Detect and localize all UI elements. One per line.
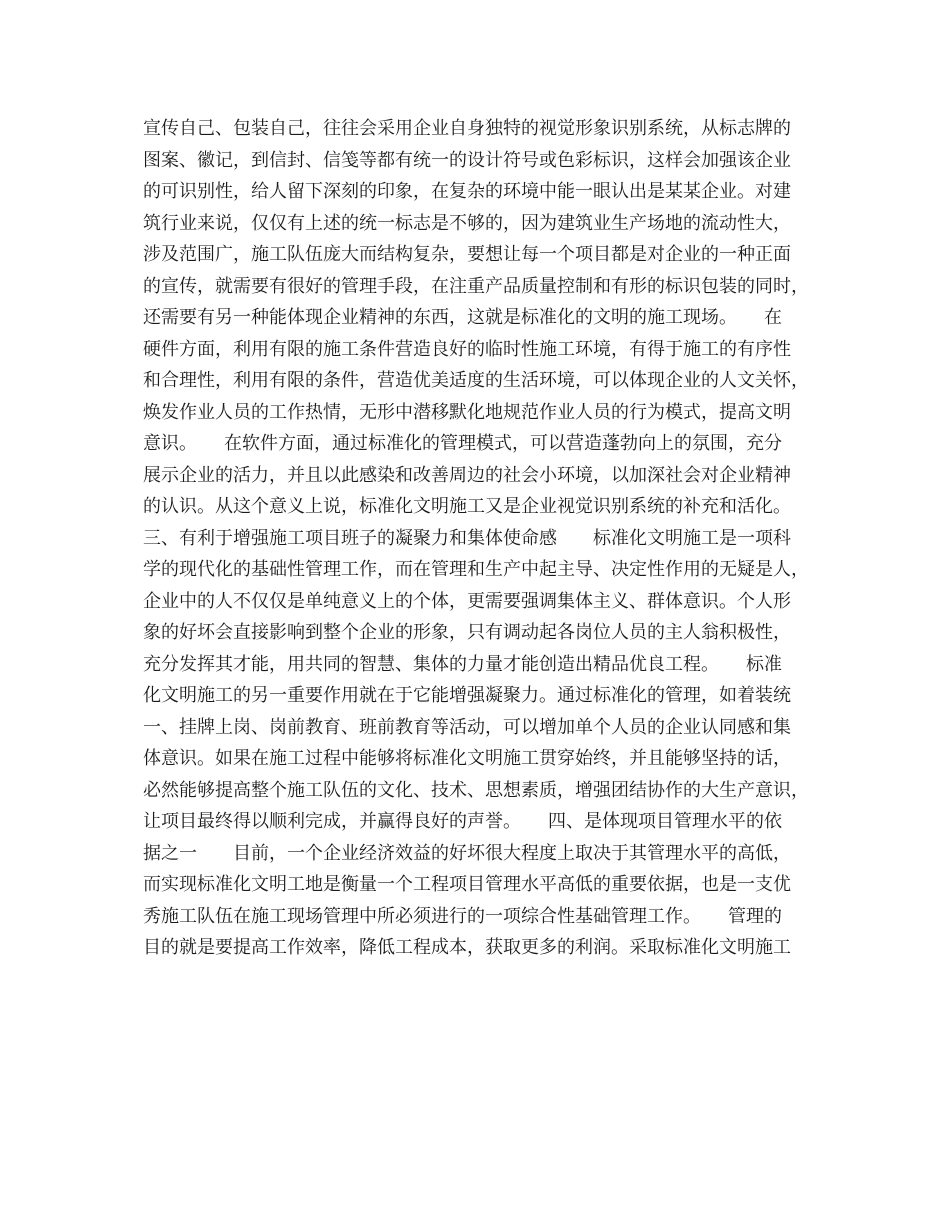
text-line: 意识。 在软件方面，通过标准化的管理模式，可以营造蓬勃向上的氛围，充分 bbox=[143, 433, 782, 454]
body-text bbox=[143, 113, 823, 964]
text-line: 企业中的人不仅仅是单纯意义上的个体，更需要强调集体主义、群体意识。个人形 bbox=[143, 590, 791, 612]
text-line: 必然能够提高整个施工队伍的文化、技术、思想素质，增强团结协作的大生产意识， bbox=[143, 779, 809, 801]
text-line: 目的就是要提高工作效率，降低工程成本，获取更多的利润。采取标准化文明施工 bbox=[143, 937, 791, 958]
text-line: 一、挂牌上岗、岗前教育、班前教育等活动，可以增加单个人员的企业认同感和集 bbox=[143, 716, 791, 738]
text-line: 学的现代化的基础性管理工作，而在管理和生产中起主导、决定性作用的无疑是人， bbox=[143, 559, 809, 580]
text-line: 图案、徽记，到信封、信笺等都有统一的设计符号或色彩标识，这样会加强该企业 bbox=[143, 149, 791, 171]
text-line: 而实现标准化文明工地是衡量一个工程项目管理水平高低的重要依据，也是一支优 bbox=[143, 874, 791, 895]
text-line: 据之一 目前，一个企业经济效益的好坏很大程度上取决于其管理水平的高低， bbox=[143, 842, 791, 864]
text-line: 象的好坏会直接影响到整个企业的形象，只有调动起各岗位人员的主人翁积极性， bbox=[143, 622, 791, 643]
text-line: 涉及范围广，施工队伍庞大而结构复杂，要想让每一个项目都是对企业的一种正面 bbox=[143, 244, 791, 265]
text-line: 筑行业来说，仅仅有上述的统一标志是不够的，因为建筑业生产场地的流动性大， bbox=[143, 212, 791, 234]
text-line: 体意识。如果在施工过程中能够将标准化文明施工贯穿始终，并且能够坚持的话， bbox=[143, 748, 791, 769]
text-line: 和合理性，利用有限的条件，营造优美适度的生活环境，可以体现企业的人文关怀， bbox=[143, 370, 809, 391]
text-line: 充分发挥其才能，用共同的智慧、集体的力量才能创造出精品优良工程。 标准 bbox=[143, 653, 782, 675]
text-line: 展示企业的活力，并且以此感染和改善周边的社会小环境，以加深社会对企业精神 bbox=[143, 464, 791, 486]
text-line: 秀施工队伍在施工现场管理中所必须进行的一项综合性基础管理工作。 管理的 bbox=[143, 905, 782, 927]
text-line: 的可识别性，给人留下深刻的印象，在复杂的环境中能一眼认出是某某企业。对建 bbox=[143, 181, 791, 202]
text-line: 宣传自己、包装自己，往往会采用企业自身独特的视觉形象识别系统，从标志牌的 bbox=[143, 118, 791, 139]
text-line: 化文明施工的另一重要作用就在于它能增强凝聚力。通过标准化的管理，如着装统 bbox=[143, 685, 791, 706]
text-line: 硬件方面，利用有限的施工条件营造良好的临时性施工环境，有得于施工的有序性 bbox=[143, 338, 791, 360]
text-line: 焕发作业人员的工作热情，无形中潜移默化地规范作业人员的行为模式，提高文明 bbox=[143, 401, 791, 423]
text-line: 让项目最终得以顺利完成，并赢得良好的声誉。 四、是体现项目管理水平的依 bbox=[143, 811, 782, 832]
text-line: 的宣传，就需要有很好的管理手段，在注重产品质量控制和有形的标识包装的同时， bbox=[143, 275, 809, 297]
text-line: 还需要有另一种能体现企业精神的东西，这就是标准化的文明的施工现场。 在 bbox=[143, 307, 782, 328]
text-line: 三、有利于增强施工项目班子的凝聚力和集体使命感 标准化文明施工是一项科 bbox=[143, 527, 791, 549]
text-line: 的认识。从这个意义上说，标准化文明施工又是企业视觉识别系统的补充和活化。 bbox=[143, 496, 791, 517]
